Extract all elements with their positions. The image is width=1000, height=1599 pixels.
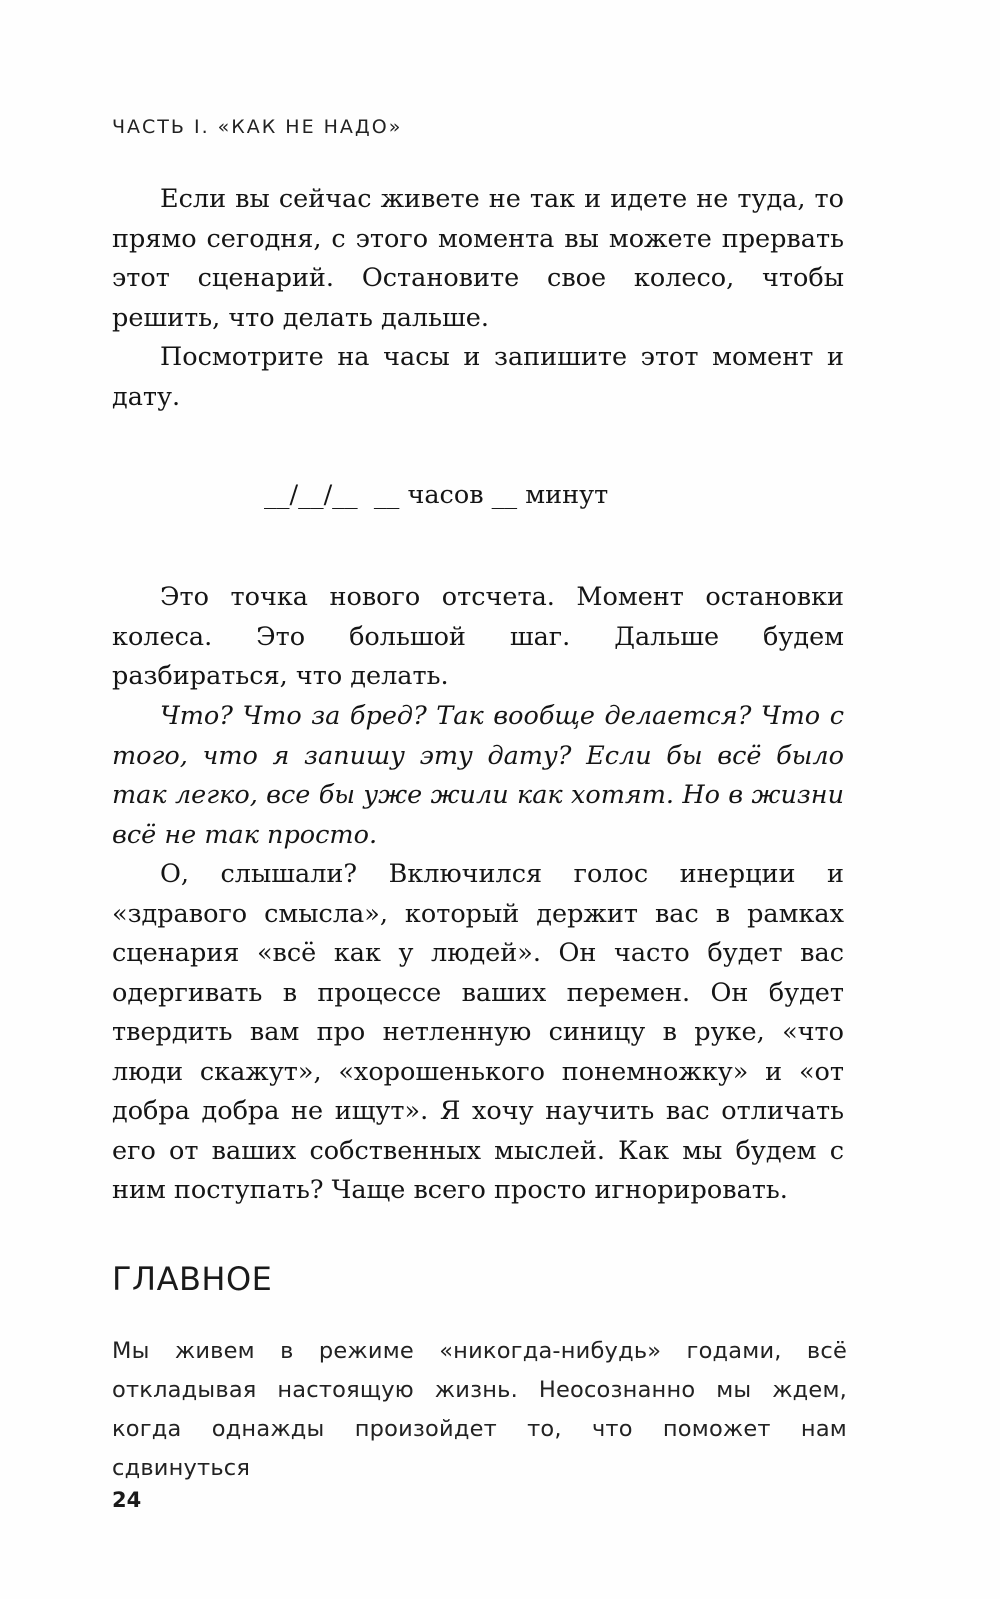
paragraph-3-text: Это точка нового отсчета. Момент остановки колеса. Это большой шаг. Дальше будем разбираться, что делать. [112, 582, 844, 691]
date-time-fill-line: __/__/__ __ часов __ минут [264, 480, 609, 510]
section-summary-text: Мы живем в режиме «никогда-нибудь» годами, всё откладывая настоящую жизнь. Неосознанно мы ждем, когда однажды произойдет то, что поможет нам сдвинуться [112, 1338, 847, 1481]
paragraph-5-text: О, слышали? Включился голос инерции и «здравого смысла», который держит вас в рамках сценария «всё как у людей». Он часто будет вас одергивать в процессе ваших перемен. Он будет твердить вам про нетленную синицу в руке, «что люди скажут», «хорошенького понемножку» и «от добра добра не ищут». Я хочу научить вас отличать его от ваших собственных мыслей. Как мы будем с ним поступать? Чаще всего просто игнорировать. [112, 859, 844, 1205]
section-heading: ГЛАВНОЕ [112, 1260, 273, 1298]
paragraph-5 [112, 855, 844, 1211]
paragraph-4-italic [112, 697, 844, 855]
running-header: ЧАСТЬ I. «КАК НЕ НАДО» [112, 116, 403, 138]
paragraph-3 [112, 578, 844, 697]
paragraph-2-text: Посмотрите на часы и запишите этот момент и дату. [112, 342, 844, 412]
paragraph-1-text: Если вы сейчас живете не так и идете не туда, то прямо сегодня, с этого момента вы можете прервать этот сценарий. Остановите свое колесо, чтобы решить, что делать дальше. [112, 184, 844, 333]
page-number: 24 [112, 1488, 142, 1512]
paragraph-4-text: Что? Что за бред? Так вообще делается? Что с того, что я запишу эту дату? Если бы всё было так легко, все бы уже жили как хотят. Но в жизни всё не так просто. [112, 701, 844, 850]
paragraph-1 [112, 180, 844, 338]
paragraph-2 [112, 338, 844, 417]
section-summary [112, 1332, 847, 1488]
